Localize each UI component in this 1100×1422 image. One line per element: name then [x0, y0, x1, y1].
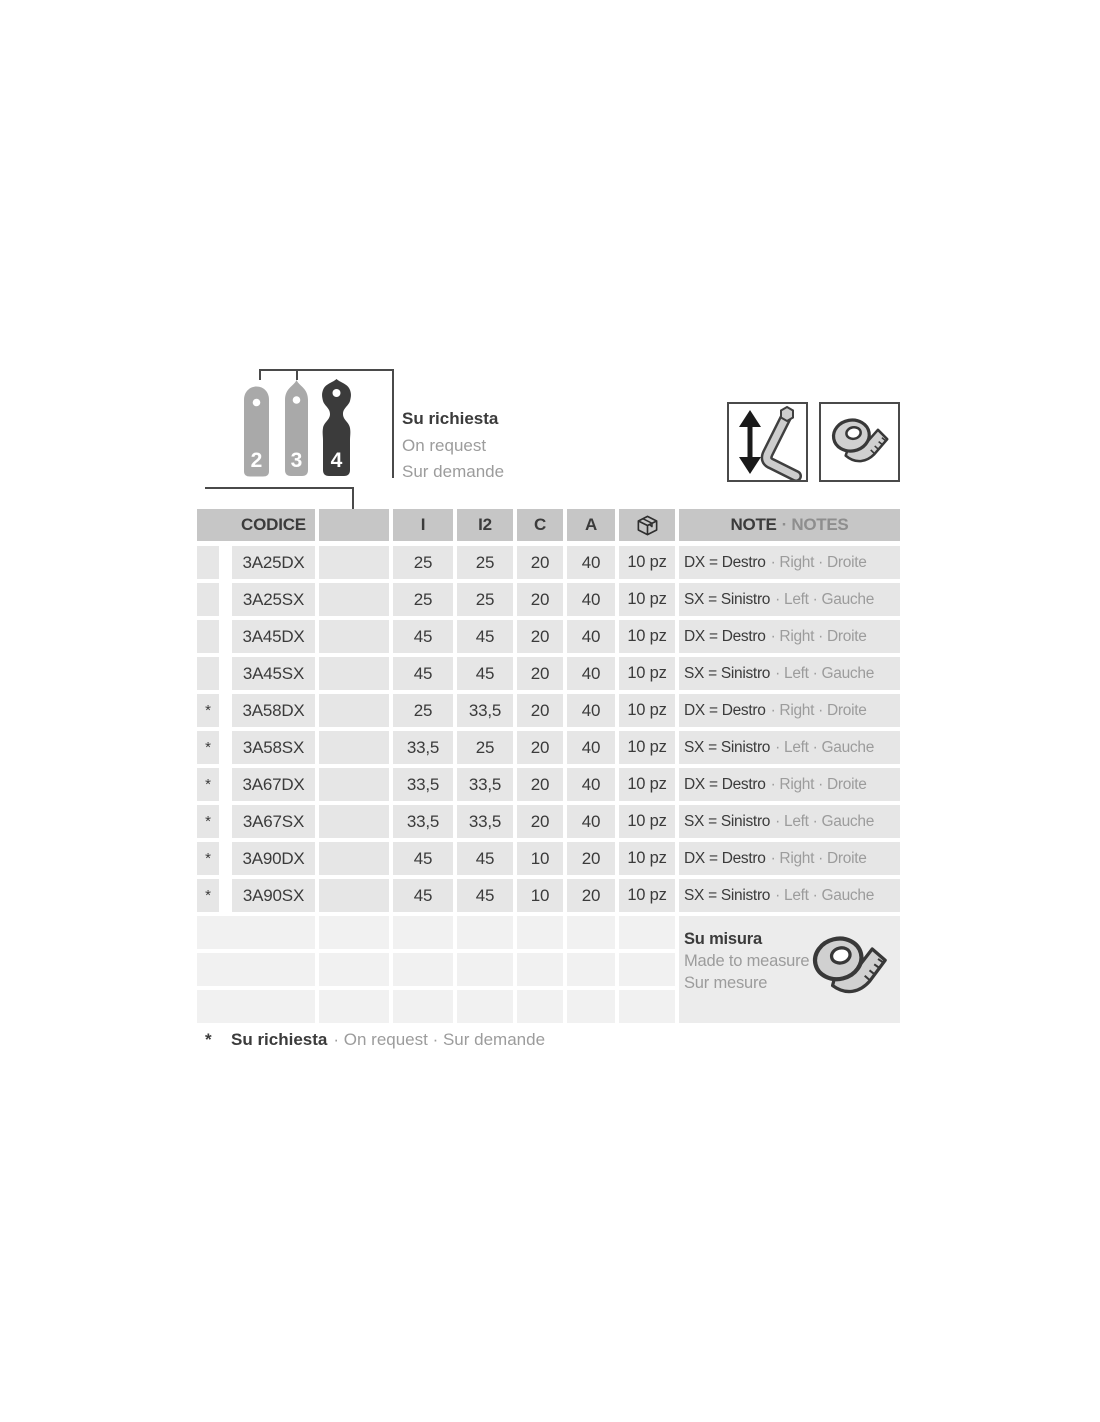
header-variant-column [319, 509, 389, 541]
note-cell [679, 694, 900, 727]
value-l2: 25 [457, 546, 513, 579]
header-note-en: · NOTES [781, 515, 849, 534]
value-l: 45 [393, 657, 453, 690]
value-a: 40 [567, 694, 615, 727]
value-c: 20 [517, 620, 563, 653]
made-to-measure-en: Made to measure [684, 952, 810, 970]
variant-label: 3 [290, 449, 303, 472]
value-l: 25 [393, 546, 453, 579]
value-l2: 25 [457, 583, 513, 616]
empty-cell [393, 990, 453, 1023]
note-cell [679, 842, 900, 875]
note-it: DX = Destro [684, 775, 766, 793]
empty-cell [319, 990, 389, 1023]
value-c: 10 [517, 879, 563, 912]
on-request-marker [197, 583, 219, 616]
package-quantity: 10 pz [619, 583, 675, 616]
empty-cell [517, 916, 563, 949]
header-a: A [567, 509, 615, 541]
made-to-measure-text [684, 928, 809, 994]
note-en-fr: · Left · Gauche [775, 738, 875, 756]
value-l: 33,5 [393, 805, 453, 838]
on-request-marker [197, 546, 219, 579]
value-l: 33,5 [393, 731, 453, 764]
package-icon [635, 513, 660, 538]
measuring-tape-icon [827, 414, 893, 470]
note-en-fr: · Left · Gauche [775, 886, 875, 904]
on-request-marker: * [197, 805, 219, 838]
on-request-marker: * [197, 768, 219, 801]
made-to-measure-fr: Sur mesure [684, 974, 768, 992]
empty-cell [567, 916, 615, 949]
value-a: 40 [567, 731, 615, 764]
value-l2: 45 [457, 842, 513, 875]
note-en-fr: · Left · Gauche [775, 664, 875, 682]
made-to-measure-it: Su misura [684, 930, 762, 948]
empty-cell [619, 990, 675, 1023]
note-it: SX = Sinistro [684, 738, 771, 756]
empty-cell [457, 990, 513, 1023]
table-row [197, 546, 900, 579]
empty-cell [393, 953, 453, 986]
on-request-caption [402, 406, 504, 486]
value-c: 20 [517, 768, 563, 801]
value-c: 20 [517, 694, 563, 727]
value-c: 20 [517, 583, 563, 616]
value-l2: 45 [457, 620, 513, 653]
value-l2: 33,5 [457, 694, 513, 727]
value-l: 45 [393, 842, 453, 875]
empty-cell [457, 953, 513, 986]
measuring-legend-box [819, 402, 900, 482]
variant-cell [319, 694, 389, 727]
empty-cell [517, 953, 563, 986]
product-code: 3A58DX [232, 694, 315, 727]
note-cell [679, 805, 900, 838]
note-cell [679, 546, 900, 579]
product-code: 3A90DX [232, 842, 315, 875]
product-code: 3A45DX [232, 620, 315, 653]
product-code: 3A67DX [232, 768, 315, 801]
note-en-fr: · Right · Droite [770, 701, 867, 719]
bracket-tick [259, 369, 261, 380]
note-it: DX = Destro [684, 553, 766, 571]
value-c: 10 [517, 842, 563, 875]
measuring-tape-icon [805, 927, 896, 1006]
value-c: 20 [517, 657, 563, 690]
value-a: 40 [567, 768, 615, 801]
value-a: 20 [567, 842, 615, 875]
package-quantity: 10 pz [619, 842, 675, 875]
footnote-marker: * [205, 1030, 212, 1049]
header-note-it: NOTE [730, 515, 777, 534]
product-code: 3A45SX [232, 657, 315, 690]
package-quantity: 10 pz [619, 546, 675, 579]
header-c: C [517, 509, 563, 541]
variant-cell [319, 583, 389, 616]
product-code: 3A67SX [232, 805, 315, 838]
package-quantity: 10 pz [619, 731, 675, 764]
empty-cell [197, 953, 315, 986]
table-row [197, 768, 900, 801]
note-en-fr: · Right · Droite [770, 627, 867, 645]
package-quantity: 10 pz [619, 879, 675, 912]
note-it: DX = Destro [684, 849, 766, 867]
footnote-en-fr: · On request · Sur demande [333, 1030, 546, 1049]
value-a: 40 [567, 583, 615, 616]
footnote-it: Su richiesta [231, 1030, 328, 1049]
header-package [619, 509, 675, 541]
caption-line-fr: Sur demande [402, 462, 505, 481]
empty-cell [319, 916, 389, 949]
header-codice: CODICE [197, 509, 315, 541]
product-code: 3A90SX [232, 879, 315, 912]
caption-line-en: On request [402, 435, 487, 455]
package-quantity: 10 pz [619, 805, 675, 838]
note-it: SX = Sinistro [684, 590, 771, 608]
note-it: SX = Sinistro [684, 886, 771, 904]
value-a: 40 [567, 546, 615, 579]
table-row [197, 731, 900, 764]
note-cell [679, 620, 900, 653]
note-it: DX = Destro [684, 627, 766, 645]
value-l2: 33,5 [457, 768, 513, 801]
empty-cell [517, 990, 563, 1023]
on-request-marker [197, 620, 219, 653]
table-row [197, 805, 900, 838]
table-row [197, 657, 900, 690]
empty-cell [197, 916, 315, 949]
variant-label: 4 [330, 449, 343, 472]
table-row [197, 842, 900, 875]
empty-cell [619, 953, 675, 986]
footnote [205, 1030, 545, 1050]
table-header-row [197, 509, 900, 541]
bracket-line [259, 369, 394, 371]
made-to-measure-cell [679, 916, 900, 1023]
empty-cell [567, 990, 615, 1023]
note-en-fr: · Right · Droite [770, 553, 867, 571]
header-l: I [393, 509, 453, 541]
empty-cell [567, 953, 615, 986]
note-cell [679, 731, 900, 764]
on-request-marker [197, 657, 219, 690]
variant-cell [319, 620, 389, 653]
product-code: 3A25DX [232, 546, 315, 579]
value-l: 45 [393, 879, 453, 912]
up-down-arrow-and-hex-key-icon [729, 404, 806, 480]
package-quantity: 10 pz [619, 768, 675, 801]
note-en-fr: · Right · Droite [770, 775, 867, 793]
note-en-fr: · Left · Gauche [775, 590, 875, 608]
package-quantity: 10 pz [619, 657, 675, 690]
variant-label: 2 [250, 449, 263, 472]
value-l2: 33,5 [457, 805, 513, 838]
adjustability-legend-box [727, 402, 808, 482]
empty-cell [619, 916, 675, 949]
table-row [197, 583, 900, 616]
table-row [197, 694, 900, 727]
variant-cell [319, 842, 389, 875]
value-c: 20 [517, 546, 563, 579]
value-l2: 45 [457, 879, 513, 912]
value-a: 40 [567, 657, 615, 690]
package-quantity: 10 pz [619, 620, 675, 653]
variant-cell [319, 805, 389, 838]
value-a: 40 [567, 805, 615, 838]
package-quantity: 10 pz [619, 694, 675, 727]
variant-cell [319, 879, 389, 912]
product-table [197, 509, 900, 1027]
product-code: 3A25SX [232, 583, 315, 616]
bracket-line [392, 369, 394, 478]
note-en-fr: · Right · Droite [770, 849, 867, 867]
product-code: 3A58SX [232, 731, 315, 764]
value-c: 20 [517, 731, 563, 764]
value-l: 33,5 [393, 768, 453, 801]
value-l: 25 [393, 583, 453, 616]
note-cell [679, 583, 900, 616]
variant-cell [319, 768, 389, 801]
caption-line-it: Su richiesta [402, 409, 499, 428]
value-l: 25 [393, 694, 453, 727]
on-request-marker: * [197, 842, 219, 875]
empty-cell [197, 990, 315, 1023]
value-l2: 25 [457, 731, 513, 764]
note-cell [679, 657, 900, 690]
empty-cell [457, 916, 513, 949]
value-c: 20 [517, 805, 563, 838]
variant-cell [319, 731, 389, 764]
on-request-marker: * [197, 731, 219, 764]
variant-cell [319, 546, 389, 579]
header-l2: I2 [457, 509, 513, 541]
note-cell [679, 768, 900, 801]
empty-cell [319, 953, 389, 986]
value-l: 45 [393, 620, 453, 653]
note-en-fr: · Left · Gauche [775, 812, 875, 830]
value-a: 20 [567, 879, 615, 912]
variant-cell [319, 657, 389, 690]
value-a: 40 [567, 620, 615, 653]
note-it: DX = Destro [684, 701, 766, 719]
note-it: SX = Sinistro [684, 812, 771, 830]
table-row [197, 620, 900, 653]
note-cell [679, 879, 900, 912]
table-body [197, 546, 900, 912]
callout-line [205, 487, 354, 489]
empty-cell [393, 916, 453, 949]
header-note [679, 509, 900, 541]
on-request-marker: * [197, 879, 219, 912]
table-row [197, 879, 900, 912]
note-it: SX = Sinistro [684, 664, 771, 682]
on-request-marker: * [197, 694, 219, 727]
value-l2: 45 [457, 657, 513, 690]
